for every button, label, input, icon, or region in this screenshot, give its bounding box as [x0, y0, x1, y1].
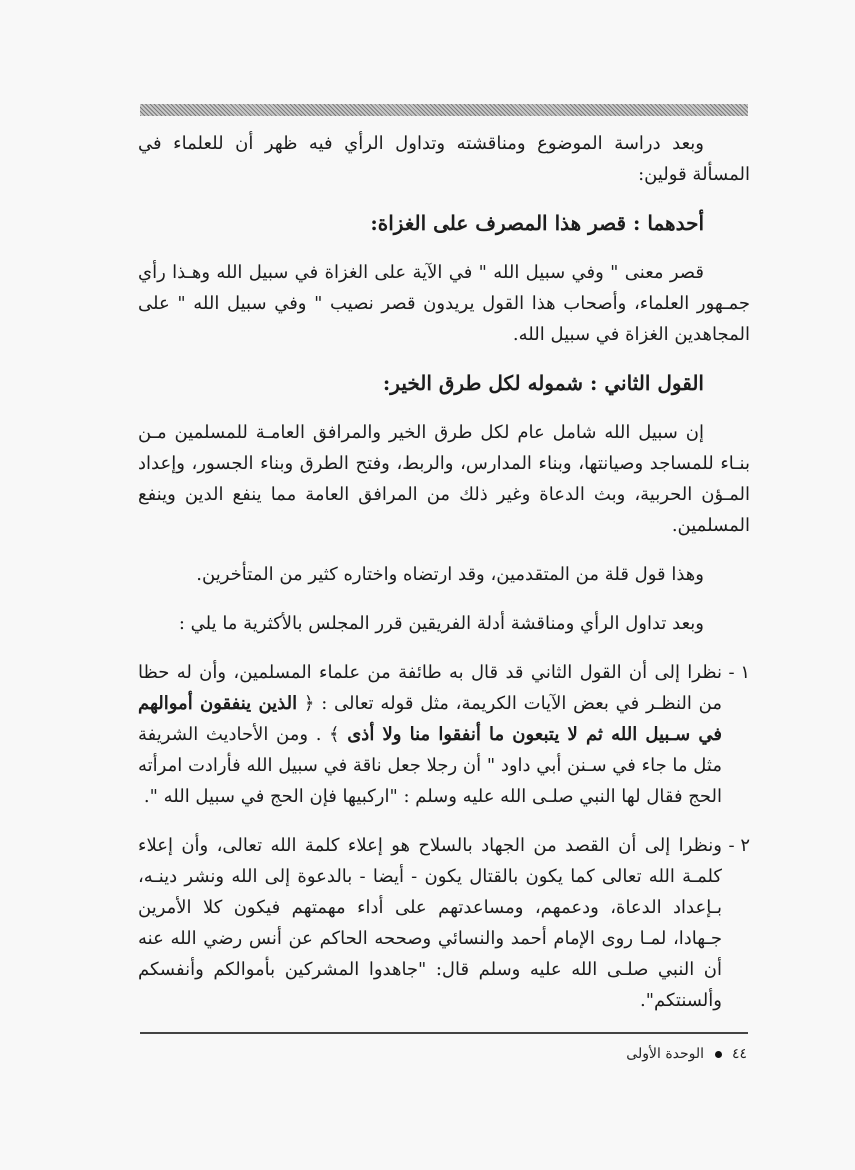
page-body: [138, 128, 750, 1034]
list-item-2-text: ونظرا إلى أن القصد من الجهاد بالسلاح هو إعلاء كلمة الله تعالى، وأن إعلاء كلمـة الله تعالى كما يكون بالقتال يكون - أيضا - بالدعوة إلى الله ونشر دينـه، بـإعداد الدعاة، ودعمهم، ومساعدتهم على أداء مهمتهم فيكون كلا الأمرين جـهادا، لمـا روى الإمام أحمد والنسائي وصححه الحاكم عن أنس رضي الله عنه أن النبي صلـى الله عليه وسلم قال: "جاهدوا المشركين بأموالكم وأنفسكم وألسنتكم".: [138, 835, 722, 1011]
header-hatched-bar: [140, 104, 748, 116]
later-scholars-paragraph: وهذا قول قلة من المتقدمين، وقد ارتضاه واختاره كثير من المتأخرين.: [196, 564, 704, 585]
heading-second-rest: شموله لكل طرق الخير:: [382, 371, 584, 395]
quran-verse: الذين ينفقون أموالهم في سـبيل الله ثم لا يتبعون ما أنفقوا منا ولا أذى: [138, 693, 722, 745]
heading-second-prefix: القول الثاني :: [590, 371, 704, 395]
page-footer: [626, 1046, 747, 1062]
first-opinion-paragraph: قصر معنى " وفي سبيل الله " في الآية على الغزاة في سبيل الله وهـذا رأي جمـهور العلماء، وأصحاب هذا القول يريدون قصر نصيب " وفي سبيل الله " على المجاهدين الغزاة في سبيل الله.: [138, 262, 750, 345]
list-item-2: [138, 830, 750, 1016]
heading-first-opinion: أحدهما : قصر هذا المصرف على الغزاة:: [370, 211, 704, 235]
second-opinion-paragraph: إن سبيل الله شامل عام لكل طرق الخير والمرافق العامـة للمسلمين مـن بنـاء للمساجد وصيانتها، وبناء المدارس، والربط، وفتح الطرق وبناء الجسور، وإعداد المـؤن الحربية، وبث الدعاة وغير ذلك من المرافق العامة مما ينفع الدين وينفع المسلمين.: [138, 422, 750, 536]
council-decision-paragraph: وبعد تداول الرأي ومناقشة أدلة الفريقين قرر المجلس بالأكثرية ما يلي :: [178, 613, 704, 634]
intro-paragraph: وبعد دراسة الموضوع ومناقشته وتداول الرأي فيه ظهر أن للعلماء في المسألة قولين:: [138, 133, 750, 185]
list-item-1: [138, 657, 750, 812]
list-item-1-text-b: ﴾ . ومن الأحاديث الشريفة مثل ما جاء في سـنن أبي داود " أن رجلا جعل ناقة في سبيل الله فأرادت امرأته الحج فقال لها النبي صلـى الله عليه وسلم : "اركبيها فإن الحج في سبيل الله ".: [138, 724, 722, 807]
unit-title: الوحدة الأولى: [626, 1046, 705, 1062]
list-item-1-text-a: نظرا إلى أن القول الثاني قد قال به طائفة من علماء المسلمين، وأن له حظا من النظـر في بعض الآيات الكريمة، مثل قوله تعالى : ﴿: [138, 662, 722, 714]
list-number-1: ١ -: [728, 662, 750, 683]
heading-second-opinion: [138, 368, 750, 399]
list-number-2: ٢ -: [728, 835, 750, 856]
bullet-dot-icon: [715, 1051, 722, 1058]
footer-divider: [140, 1032, 748, 1034]
page-number: ٤٤: [731, 1046, 747, 1062]
